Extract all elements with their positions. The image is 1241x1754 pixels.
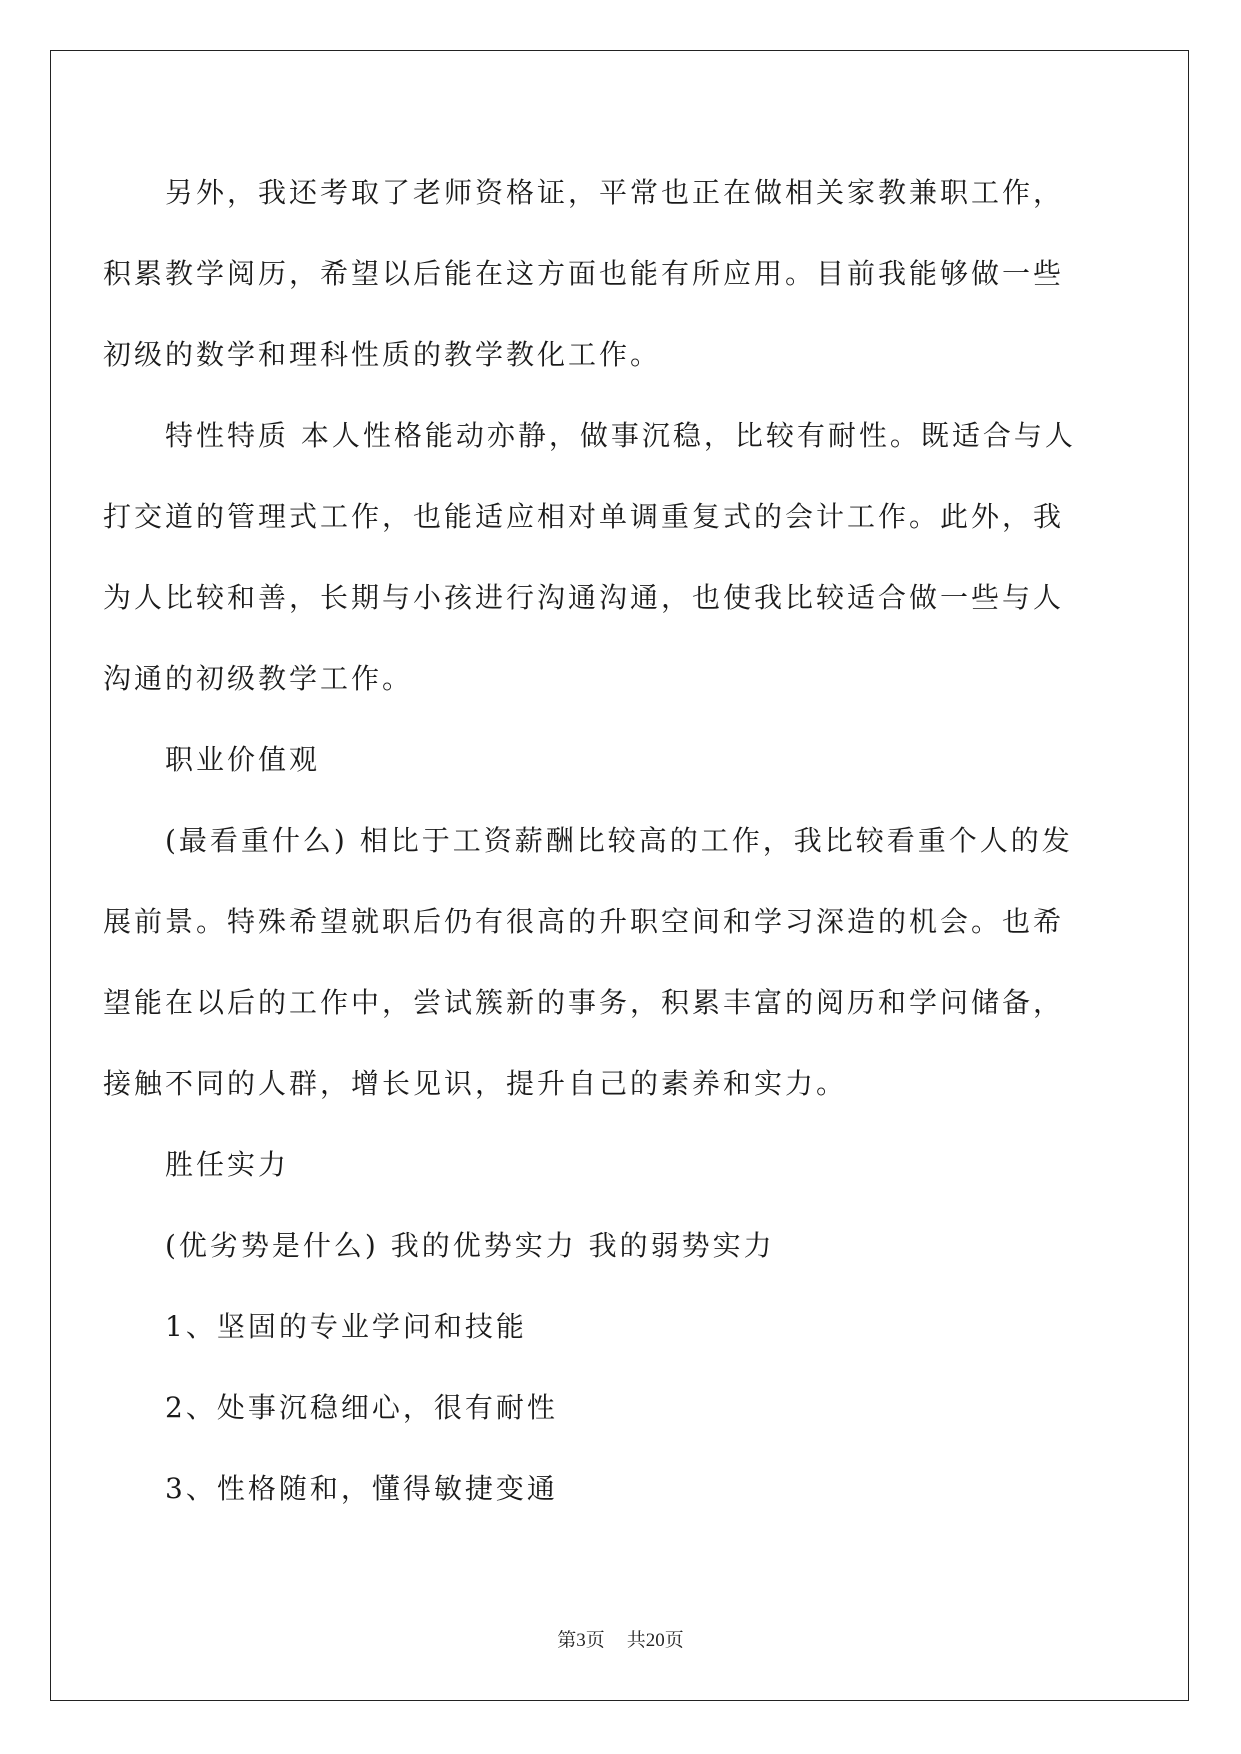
heading-competence: 胜任实力 bbox=[165, 1148, 290, 1181]
list-item-strength-2: 2、处事沉稳细心，很有耐性 bbox=[165, 1391, 558, 1424]
paragraph-personality-traits: 特性特质 本人性格能动亦静，做事沉稳，比较有耐性。既适合与人打交道的管理式工作，也能适应相对单调重复式的会计工作。此外，我为人比较和善，长期与小孩进行沟通沟通，也使我比较适合做一些与人沟通的初级教学工作。 bbox=[103, 419, 1076, 695]
list-item-strength-3: 3、性格随和，懂得敏捷变通 bbox=[165, 1472, 558, 1505]
paragraph-teacher-certificate: 另外，我还考取了老师资格证，平常也正在做相关家教兼职工作，积累教学阅历，希望以后能在这方面也能有所应用。目前我能够做一些初级的数学和理科性质的教学教化工作。 bbox=[103, 176, 1065, 371]
heading-career-values: 职业价值观 bbox=[165, 743, 321, 776]
page-number-current: 第3页 bbox=[557, 1630, 605, 1651]
list-item-strength-1: 1、坚固的专业学问和技能 bbox=[165, 1310, 527, 1343]
page-number-total: 共20页 bbox=[626, 1630, 684, 1651]
page-footer bbox=[0, 1625, 1241, 1652]
paragraph-strengths-weaknesses: (优劣势是什么) 我的优势实力 我的弱势实力 bbox=[165, 1229, 775, 1262]
document-body bbox=[103, 152, 1093, 1529]
paragraph-career-values: (最看重什么) 相比于工资薪酬比较高的工作，我比较看重个人的发展前景。特殊希望就职后仍有很高的升职空间和学习深造的机会。也希望能在以后的工作中，尝试簇新的事务，积累丰富的阅历和学问储备，接触不同的人群，增长见识，提升自己的素养和实力。 bbox=[103, 824, 1073, 1100]
